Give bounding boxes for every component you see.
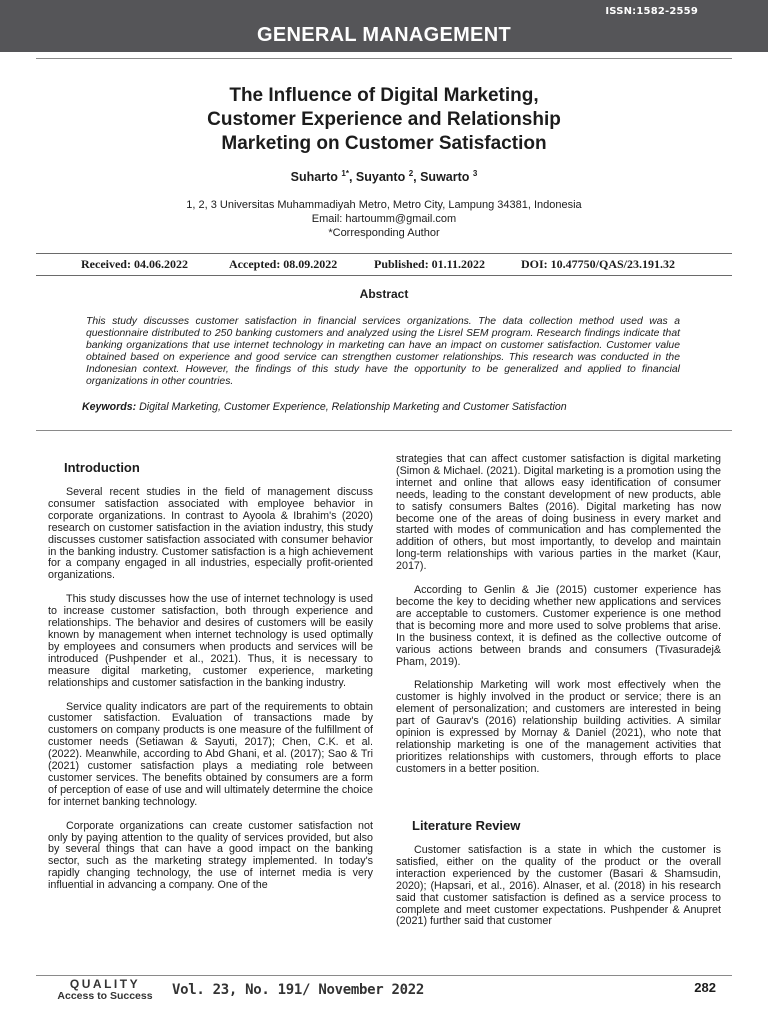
journal-header-bar — [0, 0, 768, 52]
author-name: Suharto — [290, 170, 338, 185]
author-affiliation-mark: 2 — [408, 169, 414, 178]
author-list: Suharto $^{1*}$, Suyanto $^2$, Suwarto $^3$ — [290, 169, 478, 185]
published-date: Published: 01.11.2022 — [374, 257, 486, 271]
body-paragraph: Corporate organizations can create customer satisfaction not only by paying attention to the quality of services provided, but also by several things that can have a good impact on the banking sector, such as the marketing strategy implemented. In today's rapidly changing technology, the use of internet media is very influential in advancing a company. One of the — [48, 819, 373, 892]
header-divider — [36, 58, 732, 59]
body-paragraph: Relationship Marketing will work most effectively when the customer is highly involved in the product or service; there is an element of personalization; and customers are interested in being part of Gaurav's (2016) relationship building activities. A similar opinion is expressed by Mornay & Daniel (2021), who note that relationship marketing is one of the management activities that prioritizes relationships with customers, through efforts to place customers in a better position. — [396, 679, 721, 775]
literature-review-heading: Literature Review — [412, 818, 521, 833]
corresponding-note: *Corresponding Author — [328, 227, 440, 239]
keywords-line — [82, 401, 702, 413]
received-date: Received: 04.06.2022 — [81, 257, 188, 271]
right-column — [396, 454, 721, 788]
author-affiliation-mark: 3 — [472, 169, 478, 178]
keywords-text: Digital Marketing, Customer Experience, Relationship Marketing and Customer Satisfaction — [139, 401, 567, 413]
meta-divider-top — [36, 253, 732, 254]
doi-link[interactable]: DOI: 10.47750/QAS/23.191.32 — [521, 257, 676, 271]
section-label: GENERAL MANAGEMENT — [257, 24, 511, 46]
title-line: Customer Experience and Relationship — [207, 109, 561, 130]
body-paragraph: Service quality indicators are part of the requirements to obtain customer satisfaction. Evaluation of transactions made by customers on company products is one measure of the fulfillment of customer needs (Setiawan & Sayuti, 2017); Chen, C.K. et al. (2022). Meanwhile, according to Abd Ghani, et al. (2017); Sao & Tri (2021) customer satisfaction plays a mediating role between customer services. The benefits obtained by consumers are a form of perception of ease of use and will ultimately determine the choice for internet banking technology. — [48, 700, 373, 808]
brand-name: QUALITY — [69, 977, 141, 991]
keywords-label: Keywords: — [82, 401, 137, 413]
author-name: Suwarto — [420, 170, 470, 185]
left-column — [48, 487, 373, 904]
article-title — [60, 84, 708, 156]
title-line: Marketing on Customer Satisfaction — [221, 133, 547, 154]
body-paragraph: This study discusses how the use of internet technology is used to increase customer satisfaction, both through experience and relationships. The behavior and desires of customers will be easily known by management when internet technology is used optimally by employees and consumers when products and services will be introduced (Pushpender et al., 2021). Thus, it is necessary to measure digital marketing, customer experience, marketing relationships and customer satisfaction in the banking industry. — [48, 593, 373, 689]
issn-label: ISSN:1582-2559 — [605, 6, 698, 17]
body-paragraph: Customer satisfaction is a state in which the customer is satisfied, either on the quality of the product or the overall interaction experienced by the customer (Basari & Shamsudin, 2020); (Hapsari, et al., 2016). Alnaser, et al. (2018) in his research said that customer satisfaction is defined as a service process to complete and meet customer expectations. Pushpender & Anupret (2021) further said that customer — [396, 844, 721, 928]
brand-tagline: Access to Success — [57, 990, 153, 1002]
author-name: Suyanto — [355, 170, 406, 185]
quality-logo — [50, 977, 160, 1002]
affiliation-block — [0, 198, 768, 240]
body-paragraph: strategies that can affect customer satisfaction is digital marketing (Simon & Michael. (2021). Digital marketing is a promotion using the internet and online that allows easy identification of consumer needs, leading to the constant development of new products, able to satisfy consumers Baltes (2016). Digital marketing has now become one of the areas of doing business in every market and started with modes of communication and has complemented the addition of others, but most importantly, to develop and maintain long-term relationships with various parties in the market (Kaur, 2017). — [396, 453, 721, 573]
accepted-date: Accepted: 08.09.2022 — [229, 257, 338, 271]
page-number: 282 — [694, 980, 716, 995]
abstract-heading: Abstract — [359, 287, 409, 301]
introduction-heading: Introduction — [64, 460, 140, 475]
volume-info: Vol. 23, No. 191/ November 2022 — [172, 982, 424, 998]
body-paragraph: Several recent studies in the field of management discuss consumer satisfaction associated with employee behavior in corporate organizations. In contrast to Ayoola & Ibrahim's (2020) research on customer satisfaction in the aviation industry, this study discusses customer satisfaction associated with consumer behavior in the banking industry. Customer satisfaction is a high achievement for a company engaged in all industries, especially profit-oriented organizations. — [48, 486, 373, 582]
title-line: The Influence of Digital Marketing, — [229, 85, 539, 106]
affiliation-text: 1, 2, 3 Universitas Muhammadiyah Metro, Metro City, Lampung 34381, Indonesia — [186, 199, 582, 211]
abstract-text: This study discusses customer satisfaction in financial services organizations. The data collection method used was a questionnaire distributed to 250 banking customers and analyzed using the Lisrel SEM program. Research findings indicate that banking organizations that use internet technology in marketing can have an impact on customer satisfaction. Customer value obtained based on experience and good service can strengthen customer relationships. This research was conducted in the Indonesian context. However, the findings of this study have the opportunity to be generalized and applied to financial organizations in other countries. — [86, 316, 680, 388]
body-divider — [36, 430, 732, 431]
literature-review-column — [396, 845, 721, 940]
meta-divider-bottom — [36, 275, 732, 276]
author-affiliation-mark: 1* — [341, 169, 349, 178]
footer-divider — [36, 975, 732, 976]
author-email[interactable]: Email: hartoumm@gmail.com — [311, 213, 457, 225]
body-paragraph: According to Genlin & Jie (2015) customer experience has become the key to deciding whether new applications and services are acceptable to customers. Customer experience is one method that is becoming more and more used to solve problems that arise. In the business context, it is defined as the collective outcome of various actions between brands and consumers (Tivasuradej& Pham, 2019). — [396, 584, 721, 668]
